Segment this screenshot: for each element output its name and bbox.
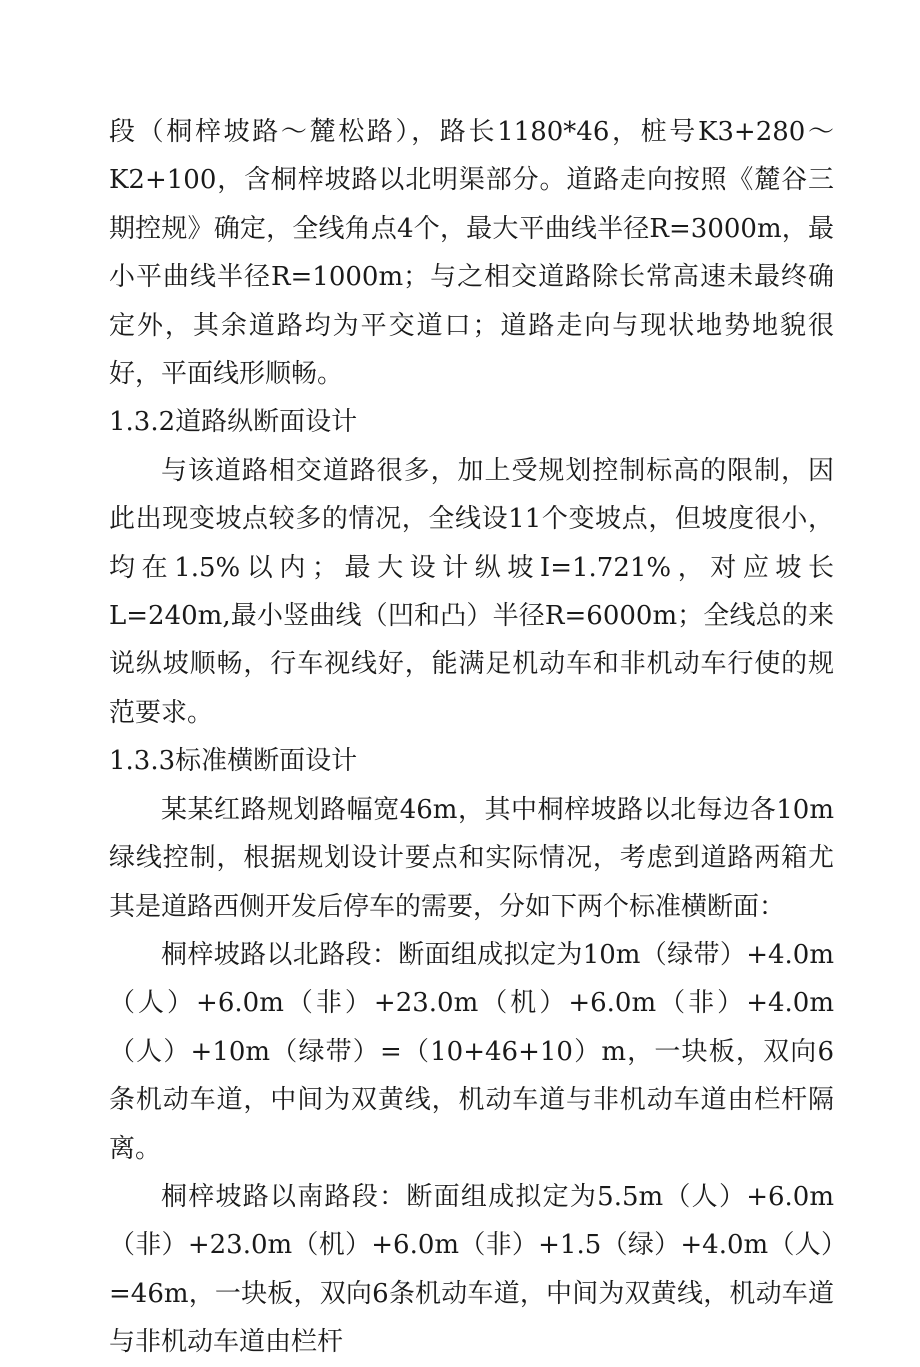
paragraph-south-section: 桐梓坡路以南路段：断面组成拟定为5.5m（人）+6.0m（非）+23.0m（机）+6.0m（非）+1.5（绿）+4.0m（人）=46m，一块板，双向6条机动车道，中间为双黄线，机动车道与非机动车道由栏杆: [109, 1181, 834, 1358]
document-body: [109, 108, 834, 1367]
section-heading-cross-section: 1.3.3标准横断面设计: [109, 746, 358, 777]
paragraph-longitudinal-design: 与该道路相交道路很多，加上受规划控制标高的限制，因此出现变坡点较多的情况，全线设11个变坡点，但坡度很小，均在1.5%以内；最大设计纵坡I=1.721%，对应坡长L=240m,最小竖曲线（凹和凸）半径R=6000m；全线总的来说纵坡顺畅，行车视线好，能满足机动车和非机动车行使的规范要求。: [109, 455, 834, 728]
section-heading-longitudinal: 1.3.2道路纵断面设计: [109, 407, 358, 438]
paragraph-road-alignment: 段（桐梓坡路～麓松路），路长1180*46，桩号K3+280～K2+100，含桐梓坡路以北明渠部分。道路走向按照《麓谷三期控规》确定，全线角点4个，最大平曲线半径R=3000m，最小平曲线半径R=1000m；与之相交道路除长常高速未最终确定外，其余道路均为平交道口；道路走向与现状地势地貌很好，平面线形顺畅。: [109, 117, 834, 390]
paragraph-north-section: 桐梓坡路以北路段：断面组成拟定为10m（绿带）+4.0m（人）+6.0m（非）+23.0m（机）+6.0m（非）+4.0m（人）+10m（绿带）=（10+46+10）m，一块板，双向6条机动车道，中间为双黄线，机动车道与非机动车道由栏杆隔离。: [109, 939, 834, 1164]
paragraph-cross-section-intro: 某某红路规划路幅宽46m，其中桐梓坡路以北每边各10m绿线控制，根据规划设计要点和实际情况，考虑到道路两箱尤其是道路西侧开发后停车的需要，分如下两个标准横断面：: [109, 794, 834, 922]
